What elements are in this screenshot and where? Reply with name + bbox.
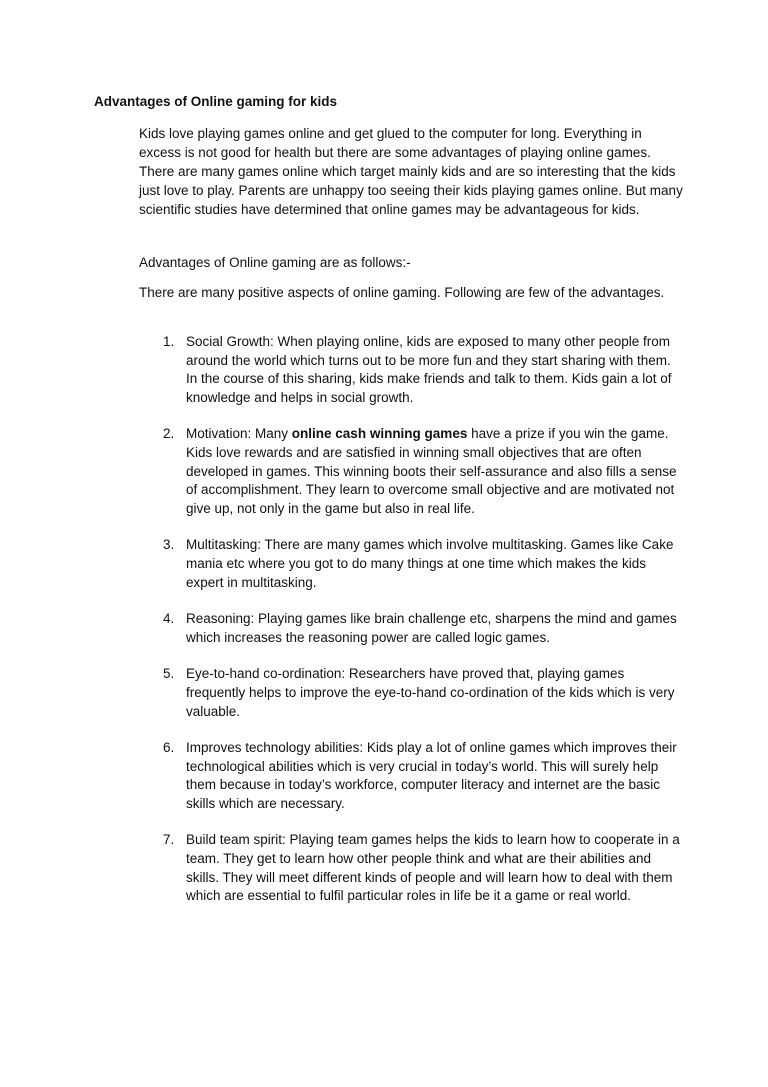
bold-link-text: online cash winning games	[291, 426, 468, 442]
list-item-team-spirit	[139, 831, 684, 905]
list-number: 5.	[163, 666, 175, 682]
list-item-text-post: have a prize if you win the game. Kids love rewards and are satisfied in winning small objectives that are often developed in games. This winning boots their self-assurance and also fills a sense of accomplishment. They learn to overcome small objective and are motivated not give up, not only in the game but also in real life.	[186, 426, 677, 516]
list-item-technology	[139, 739, 684, 813]
list-item-text: Eye-to-hand co-ordination: Researchers have proved that, playing games frequently helps to improve the eye-to-hand co-ordination of the kids which is very valuable.	[186, 666, 675, 719]
list-number: 4.	[163, 611, 175, 627]
list-number: 3.	[163, 537, 175, 553]
list-item-text: Social Growth: When playing online, kids are exposed to many other people from around the world which turns out to be more fun and they start sharing with them. In the course of this sharing, kids make friends and talk to them. Kids gain a lot of knowledge and helps in social growth.	[186, 334, 672, 405]
list-item-reasoning	[139, 610, 684, 647]
list-item-text: Build team spirit: Playing team games helps the kids to learn how to cooperate in a team. They get to learn how other people think and what are their abilities and skills. They will meet different kinds of people and will learn how to deal with them which are essential to fulfil particular roles in life be it a game or real world.	[186, 832, 680, 904]
list-number: 1.	[163, 334, 175, 349]
list-item-text: Reasoning: Playing games like brain challenge etc, sharpens the mind and games which increases the reasoning power are called logic games.	[186, 611, 677, 645]
list-item-social-growth	[139, 333, 684, 407]
intro-paragraph: Kids love playing games online and get glued to the computer for long. Everything in excess is not good for health but there are some advantages of playing online games. There are many games online which target mainly kids and are so interesting that the kids just love to play. Parents are unhappy too seeing their kids playing games online. But many scientific studies have determined that online games may be advantageous for kids.	[139, 126, 683, 217]
lead-paragraph: There are many positive aspects of online gaming. Following are few of the advantages.	[139, 285, 665, 300]
list-item-eye-to-hand	[139, 665, 684, 721]
list-number: 6.	[163, 740, 175, 756]
list-number: 7.	[163, 832, 175, 848]
list-item-text: Improves technology abilities: Kids play a lot of online games which improves their technological abilities which is very crucial in today’s world. This will surely help them because in today’s workforce, computer literacy and internet are the basic skills which are necessary.	[186, 740, 677, 811]
list-item-text: Multitasking: There are many games which involve multitasking. Games like Cake mania etc where you got to do many things at one time which makes the kids expert in multitasking.	[186, 537, 674, 590]
list-item-text-pre: Motivation: Many	[186, 426, 292, 442]
document-title: Advantages of Online gaming for kids	[94, 94, 338, 109]
list-item-multitasking	[139, 536, 684, 592]
list-number: 2.	[163, 426, 175, 442]
subheading-paragraph: Advantages of Online gaming are as follows:-	[139, 255, 411, 270]
list-item-motivation	[139, 425, 684, 518]
advantages-list	[139, 333, 684, 906]
